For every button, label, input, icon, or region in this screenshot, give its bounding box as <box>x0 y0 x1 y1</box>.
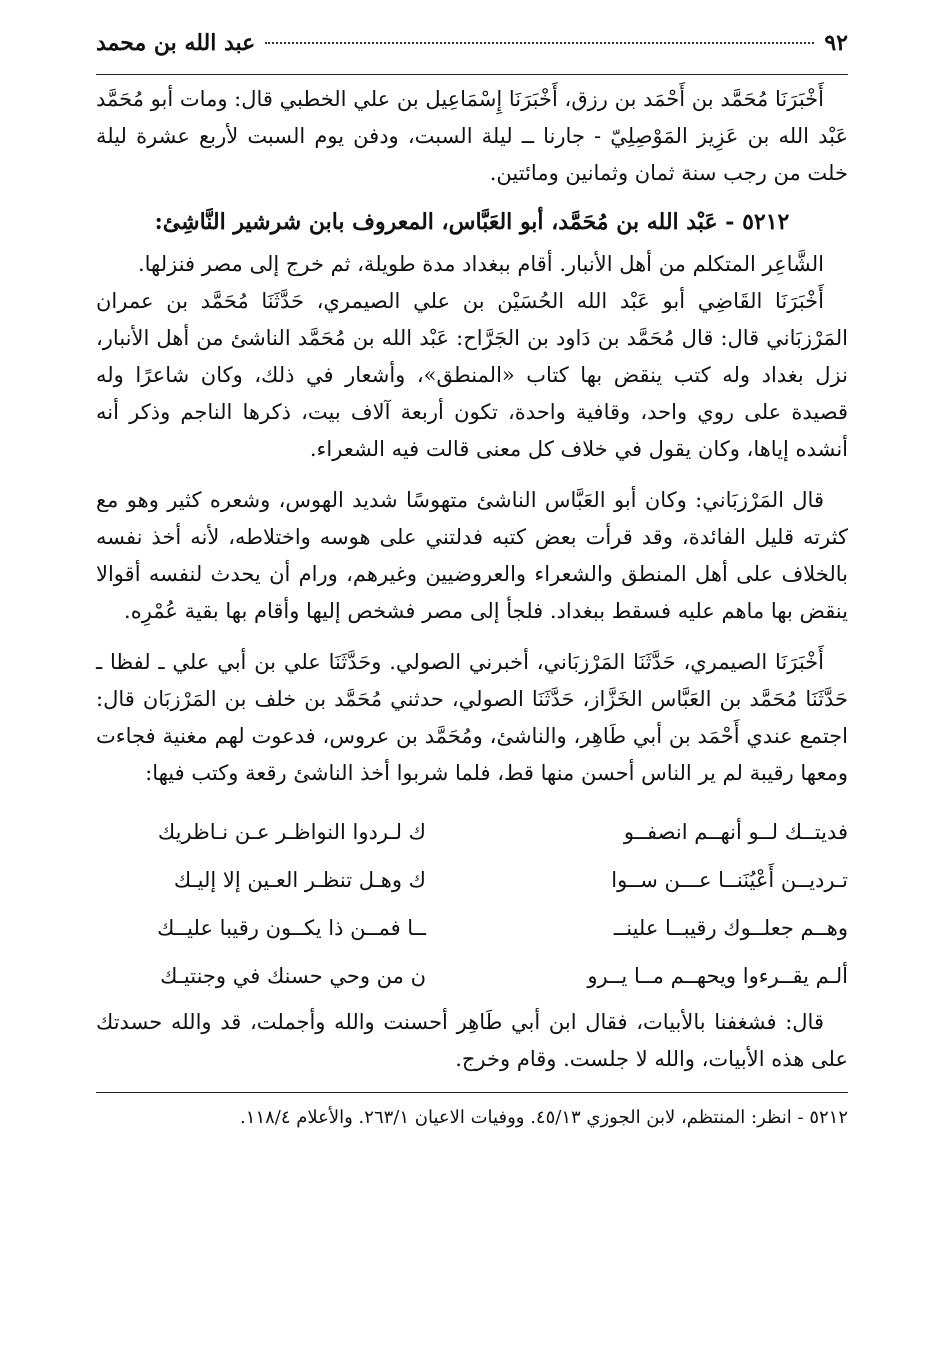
verse-second-hemistich: ــا فمــن ذا يكــون رقيبا عليــك <box>157 916 426 940</box>
poem <box>96 808 848 1000</box>
verse-line <box>96 904 848 952</box>
footnote-divider <box>96 1092 848 1093</box>
verse-first-hemistich: فديتــك لــو أنهــم انصفــو <box>623 820 848 844</box>
running-title: عبد الله بن محمد <box>96 30 256 56</box>
verse-first-hemistich: وهــم جعلــوك رقيبــا علينــ <box>613 916 848 940</box>
verse-first-hemistich: ألـم يقــرءوا ويحهــم مــا يــرو <box>587 964 848 988</box>
verse-line <box>96 952 848 1000</box>
verse-first-hemistich: تـرديــن أَعْيُنَنــا عـــن ســوا <box>611 868 848 892</box>
verse-second-hemistich: ك لـردوا النواظـر عـن نـاظريك <box>157 820 426 844</box>
footnote: ٥٢١٢ - انظر: المنتظم، لابن الجوزي ٤٥/١٣. ووفيات الاعيان ٢٦٣/١. والأعلام ١١٨/٤. <box>240 1107 848 1128</box>
paragraph-4: قال المَرْزبَاني: وكان أبو العَبَّاس الناشئ متهوسًا شديد الهوس، وشعره كثير وهو مع كثرته قليل الفائدة، وقد قرأت بعض كتبه فدلتني على هوسه واختلاطه، لأنه أخذ نفسه بالخلاف على أهل المنطق والشعراء والعروضيين وغيرهم، ورام أن يحدث لنفسه أقوالا ينقض بها ماهم عليه فسقط ببغداد. فلجأ إلى مصر فشخص إليها وأقام بها بقية عُمْرِه. <box>96 488 848 623</box>
verse-line <box>96 856 848 904</box>
book-page <box>96 30 848 1135</box>
entry-heading: ٥٢١٢ - عَبْد الله بن مُحَمَّد، أبو العَبَّاس، المعروف بابن شرشير النَّاشِئ: <box>154 209 790 235</box>
verse-line <box>96 808 848 856</box>
page-number: ٩٢ <box>824 30 848 56</box>
paragraph-1: أَخْبَرَنَا مُحَمَّد بن أَحْمَد بن رزق، أَخْبَرَنَا إِسْمَاعِيل بن علي الخطبي قال: ومات أبو مُحَمَّد عَبْد الله بن عَزِيز المَوْصِلِيّ - جارنا ــ ليلة السبت، ودفن يوم السبت لأربع عشرة ليلة خلت من رجب سنة ثمان وثمانين ومائتين. <box>96 87 848 185</box>
paragraph-5: أَخْبَرَنَا الصيمري، حَدَّثَنَا المَرْزبَاني، أخبرني الصولي. وحَدَّثَنَا علي بن أبي علي ـ لفظا ـ حَدَّثَنَا مُحَمَّد بن العَبَّاس الخَزَّاز، حَدَّثَنَا الصولي، حدثني مُحَمَّد بن خلف بن المَرْزبَان قال: اجتمع عندي أَحْمَد بن أبي طَاهِر، والناشئ، ومُحَمَّد بن عروس، فدعوت لهم مغنية فجاءت ومعها رقيبة لم ير الناس أحسن منها قط، فلما شربوا أخذ الناشئ رقعة وكتب فيها: <box>96 650 848 785</box>
leader-dots <box>265 42 814 44</box>
verse-second-hemistich: ن من وحي حسنك في وجنتيـك <box>160 964 426 988</box>
paragraph-2: الشَّاعِر المتكلم من أهل الأنبار. أقام ببغداد مدة طويلة، ثم خرج إلى مصر فنزلها. <box>137 252 824 276</box>
running-head <box>96 30 848 75</box>
paragraph-3: أَخْبَرَنَا القَاضِي أبو عَبْد الله الحُسَيْن بن علي الصيمري، حَدَّثَنَا مُحَمَّد بن عمران المَرْزبَاني قال: قال مُحَمَّد بن دَاود بن الجَرَّاح: عَبْد الله بن مُحَمَّد الناشئ من أهل الأنبار، نزل بغداد وله كتب ينقض بها كتاب «المنطق»، وأشعار في ذلك، وكان شاعرًا وله قصيدة على روي واحد، وقافية واحدة، تكون أربعة آلاف بيت، ذكرها الناجم وذكر أنه أنشده إياها، وكان يقول في خلاف كل معنى قالت فيه الشعراء. <box>96 289 848 461</box>
paragraph-6: قال: فشغفنا بالأبيات، فقال ابن أبي طَاهِر أحسنت والله وأجملت، قد والله حسدتك على هذه الأبيات، والله لا جلست. وقام وخرج. <box>96 1010 848 1071</box>
verse-second-hemistich: ك وهـل تنظـر العـين إلا إليـك <box>173 868 426 892</box>
